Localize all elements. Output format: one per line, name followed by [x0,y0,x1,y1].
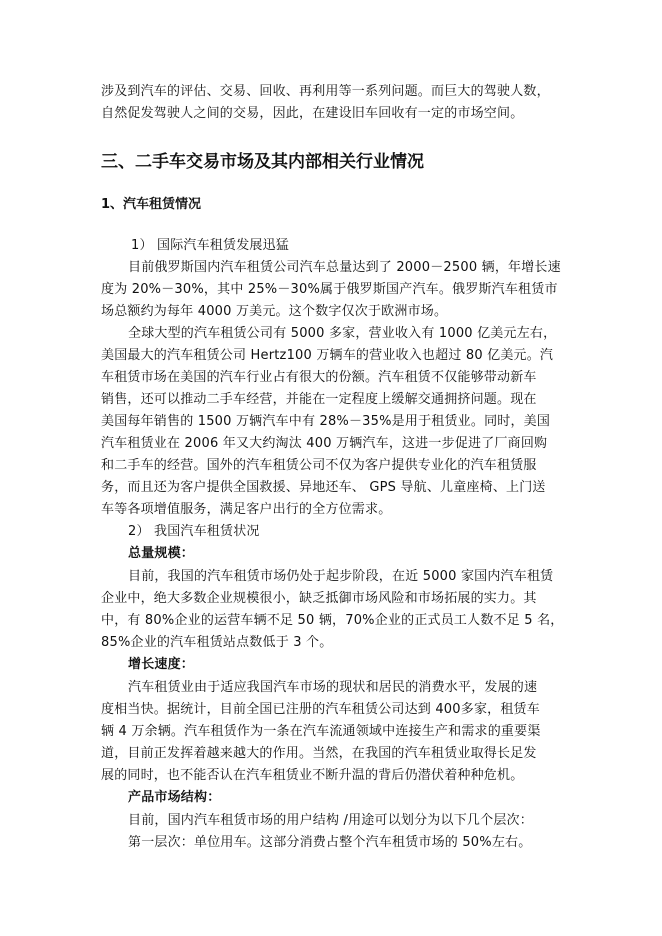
growth-line-2: 度相当快。据统计，目前全国已注册的汽车租赁公司达到 400多家，租赁车 [101,702,540,717]
growth-line-1: 汽车租赁业由于适应我国汽车市场的现状和居民的消费水平，发展的速 [128,680,538,695]
structure-label: 产品市场结构： [128,790,221,805]
scale-line-3: 中，有 80%企业的运营车辆不足 50 辆，70%企业的正式员工人数不足 5 名， [101,613,564,628]
paragraph-2-line-5: 美国每年销售的 1500 万辆汽车中有 28%－35%是用于租赁业。同时，美国 [101,414,551,429]
structure-line-1: 目前，国内汽车租赁市场的用户结构 /用途可以划分为以下几个层次： [128,813,533,828]
subsection-1-heading: 1、汽车租赁情况 [101,197,202,212]
item-2-heading: 2） 我国汽车租赁状况 [128,524,260,539]
structure-line-2: 第一层次：单位用车。这部分消费占整个汽车租赁市场的 50%左右。 [128,835,532,850]
paragraph-1-line-3: 场总额约为每年 4000 万美元。这个数字仅次于欧洲市场。 [101,304,448,319]
growth-line-4: 道，目前正发挥着越来越大的作用。当然，在我国的汽车租赁业取得长足发 [101,746,537,761]
paragraph-1-line-2: 度为 20%－30%，其中 25%－30%属于俄罗斯国产汽车。俄罗斯汽车租赁市 [101,282,558,297]
intro-line-1: 涉及到汽车的评估、交易、回收、再利用等一系列问题。而巨大的驾驶人数， [101,84,550,99]
paragraph-2-line-2: 美国最大的汽车租赁公司 Hertz100 万辆车的营业收入也超过 80 亿美元。汽 [101,348,554,363]
item-1-heading: 1） 国际汽车租赁发展迅猛 [131,238,290,253]
scale-line-1: 目前，我国的汽车租赁市场仍处于起步阶段，在近 5000 家国内汽车租赁 [128,569,554,584]
intro-line-2: 自然促发驾驶人之间的交易，因此，在建设旧车回收有一定的市场空间。 [101,106,524,121]
scale-label: 总量规模： [128,546,195,561]
paragraph-2-line-6: 汽车租赁业在 2006 年又大约淘汰 400 万辆汽车，这进一步促进了厂商回购 [101,436,548,451]
paragraph-1-line-1: 目前俄罗斯国内汽车租赁公司汽车总量达到了 2000－2500 辆，年增长速 [128,260,561,275]
section-3-heading: 三、二手车交易市场及其内部相关行业情况 [101,152,424,172]
scale-line-4: 85%企业的汽车租赁站点数低于 3 个。 [101,635,333,650]
paragraph-2-line-9: 车等各项增值服务，满足客户出行的全方位需求。 [101,502,392,517]
growth-line-5: 展的同时，也不能否认在汽车租赁业不断升温的背后仍潜伏着种种危机。 [101,768,524,783]
growth-line-3: 辆 4 万余辆。汽车租赁作为一条在汽车流通领域中连接生产和需求的重要渠 [101,724,541,739]
paragraph-2-line-1: 全球大型的汽车租赁公司有 5000 多家，营业收入有 1000 亿美元左右， [128,326,557,341]
paragraph-2-line-7: 和二手车的经营。国外的汽车租赁公司不仅为客户提供专业化的汽车租赁服 [101,458,537,473]
paragraph-2-line-4: 销售，还可以推动二手车经营，并能在一定程度上缓解交通拥挤问题。现在 [101,392,537,407]
growth-label: 增长速度： [128,657,195,672]
paragraph-2-line-8: 务，而且还为客户提供全国救援、异地还车、 GPS 导航、儿童座椅、上门送 [101,480,546,495]
paragraph-2-line-3: 车租赁市场在美国的汽车行业占有很大的份额。汽车租赁不仅能够带动新车 [101,370,537,385]
scale-line-2: 企业中，绝大多数企业规模很小，缺乏抵御市场风险和市场拓展的实力。其 [101,591,537,606]
